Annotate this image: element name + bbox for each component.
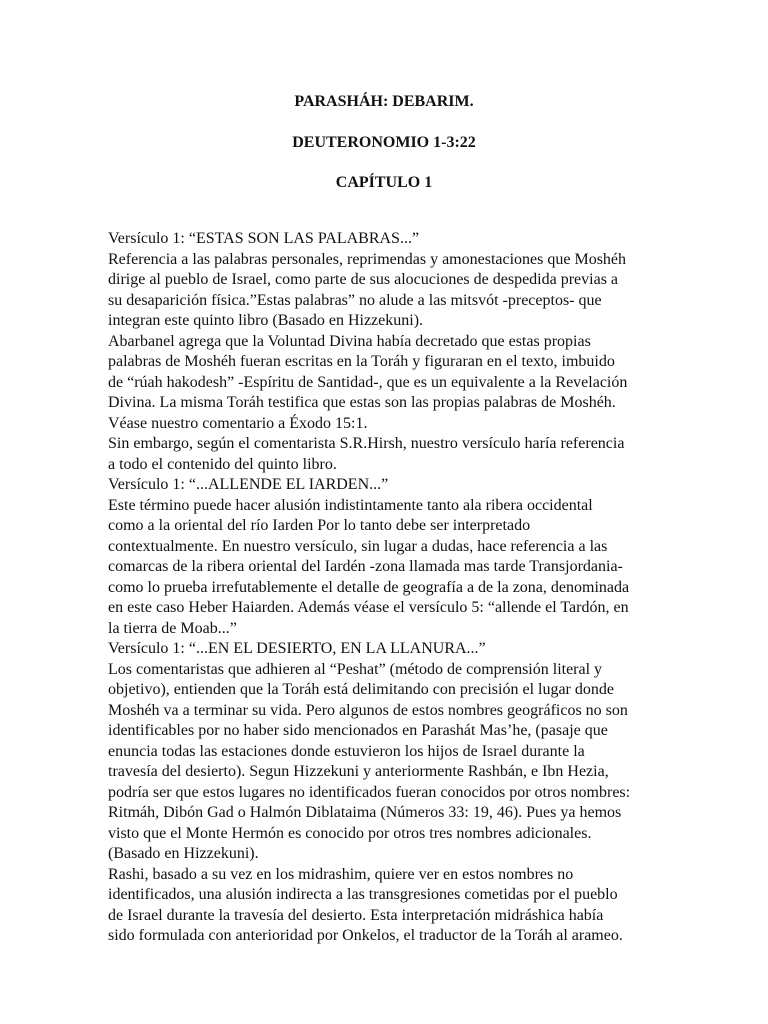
text-line: podría ser que estos lugares no identificados fueran conocidos por otros nombres: — [108, 783, 631, 801]
text-line: sido formulada con anterioridad por Onkelos, el traductor de la Toráh al arameo. — [108, 927, 623, 944]
text-line: Sin embargo, según el comentarista S.R.Hirsh, nuestro versículo haría referencia — [108, 435, 625, 452]
book-reference: DEUTERONOMIO 1-3:22 — [292, 134, 476, 151]
text-line: visto que el Monte Hermón es conocido por otros tres nombres adicionales. — [108, 824, 592, 842]
chapter-heading: CAPÍTULO 1 — [335, 174, 433, 191]
parasha-title: PARASHÁH: DEBARIM. — [294, 93, 474, 110]
text-line: Véase nuestro comentario a Éxodo 15:1. — [108, 414, 368, 432]
text-line: identificados, una alusión indirecta a las transgresiones cometidas por el pueblo — [108, 886, 618, 903]
text-line: Abarbanel agrega que la Voluntad Divina había decretado que estas propias — [108, 332, 591, 350]
text-line: Los comentaristas que adhieren al “Peshat” (método de comprensión literal y — [108, 660, 603, 678]
text-line: Ritmáh, Dibón Gad o Halmón Diblataima (Números 33: 19, 46). Pues ya hemos — [108, 804, 622, 821]
text-line: en este caso Heber Haiarden. Además véase el versículo 5: “allende el Tardón, en — [108, 599, 629, 616]
text-line: Versículo 1: “ESTAS SON LAS PALABRAS...” — [108, 230, 420, 247]
text-line: Divina. La misma Toráh testifica que estas son las propias palabras de Moshéh. — [108, 394, 616, 411]
commentary-body — [108, 229, 668, 947]
text-line: integran este quinto libro (Basado en Hizzekuni). — [108, 312, 424, 329]
text-line: Este término puede hacer alusión indistintamente tanto ala ribera occidental — [108, 496, 593, 514]
text-line: a todo el contenido del quinto libro. — [108, 455, 337, 473]
text-line: palabras de Moshéh fueran escritas en la Toráh y figuraran en el texto, imbuido — [108, 353, 615, 370]
text-line: comarcas de la ribera oriental del Iardén -zona llamada mas tarde Transjordania- — [108, 558, 623, 575]
text-line: enuncia todas las estaciones donde estuvieron los hijos de Israel durante la — [108, 742, 585, 760]
text-line: Versículo 1: “...ALLENDE EL IARDEN...” — [108, 476, 389, 493]
text-line: su desaparición física.”Estas palabras” no alude a las mitsvót -preceptos- que — [108, 291, 602, 309]
text-line: travesía del desierto). Segun Hizzekuni y anteriormente Rashbán, e Ibn Hezia, — [108, 763, 609, 780]
text-line: Referencia a las palabras personales, reprimendas y amonestaciones que Moshéh — [108, 250, 627, 268]
text-line: (Basado en Hizzekuni). — [108, 845, 259, 862]
text-line: identificables por no haber sido mencionados en Parashát Mas’he, (pasaje que — [108, 722, 608, 739]
text-line: de “rúah hakodesh” -Espíritu de Santidad-, que es un equivalente a la Revelación — [108, 373, 628, 391]
text-line: de Israel durante la travesía del desierto. Esta interpretación midráshica había — [108, 906, 604, 924]
text-line: como lo prueba irrefutablemente el detalle de geografía a de la zona, denominada — [108, 578, 630, 596]
text-line: Rashi, basado a su vez en los midrashim, quiere ver en estos nombres no — [108, 865, 574, 883]
text-line: como a la oriental del río Iarden Por lo tanto debe ser interpretado — [108, 517, 531, 534]
text-line: objetivo), entienden que la Toráh está delimitando con precisión el lugar donde — [108, 681, 614, 698]
text-line: la tierra de Moab...” — [108, 619, 237, 637]
text-line: Versículo 1: “...EN EL DESIERTO, EN LA LLANURA...” — [108, 640, 486, 657]
text-line: Moshéh va a terminar su vida. Pero algunos de estos nombres geográficos no son — [108, 701, 628, 719]
text-line: dirige al pueblo de Israel, como parte de sus alocuciones de despedida previas a — [108, 271, 619, 288]
text-line: contextualmente. En nuestro versículo, sin lugar a dudas, hace referencia a las — [108, 537, 608, 555]
